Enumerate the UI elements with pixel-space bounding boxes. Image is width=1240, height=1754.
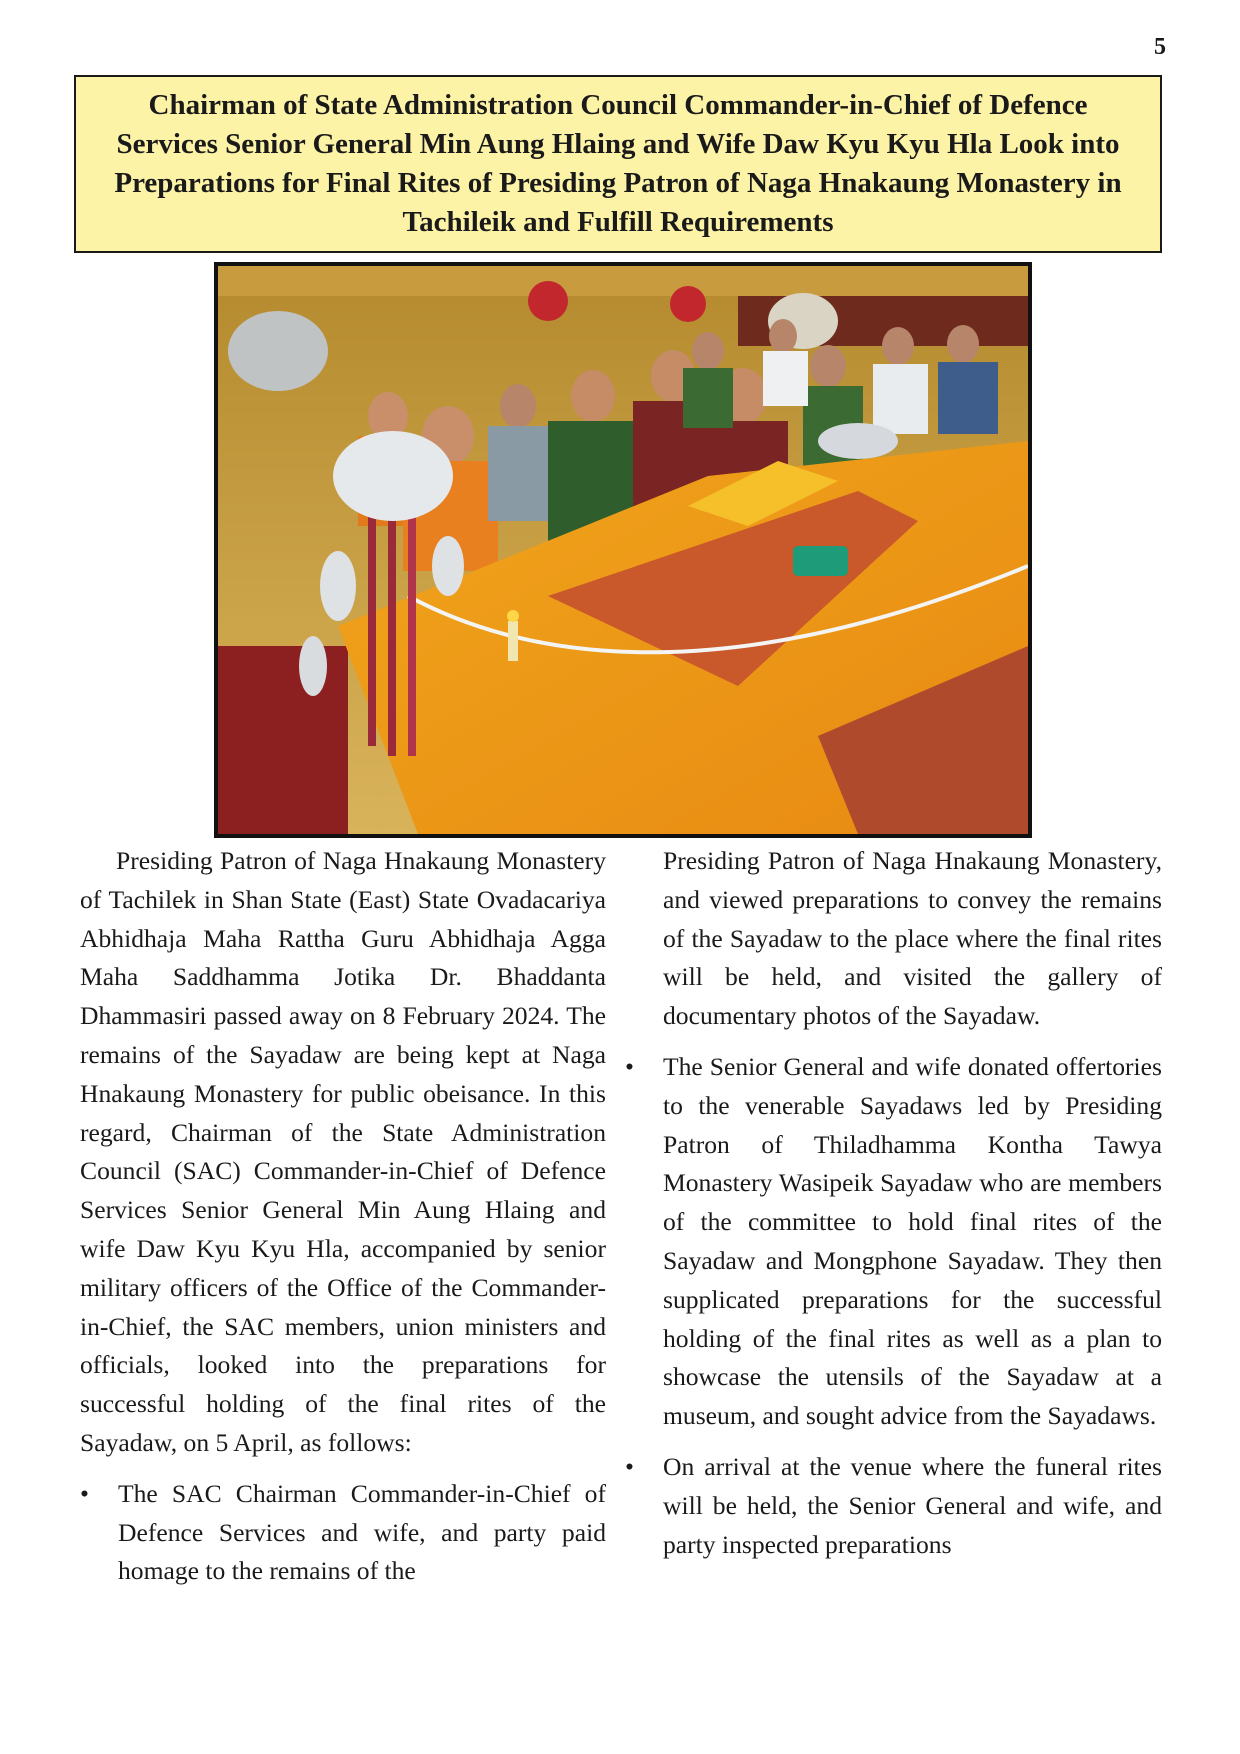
- article-column-right: [625, 842, 1162, 1564]
- bullet-text: The SAC Chairman Commander-in-Chief of Defence Services and wife, and party paid homage to the remains of the: [118, 1478, 606, 1586]
- bullet-icon: •: [625, 1051, 634, 1081]
- bullet-icon: •: [80, 1478, 89, 1508]
- bullet-continuation: Presiding Patron of Naga Hnakaung Monastery, and viewed preparations to convey the remains of the Sayadaw to the place where the final rites will be held, and visited the gallery of documentary photos of the Sayadaw.: [663, 846, 1162, 1031]
- article-photo: [214, 262, 1032, 838]
- ceremony-photo-icon: [218, 266, 1028, 834]
- article-column-left: [80, 842, 606, 1591]
- bullet-text: The Senior General and wife donated offertories to the venerable Sayadaws led by Presiding Patron of Thiladhamma Kontha Tawya Monastery Wasipeik Sayadaw who are members of the committee to hold final rites of the Sayadaw and Mongphone Sayadaw. They then supplicated preparations for the successful holding of the final rites as well as a plan to showcase the utensils of the Sayadaw at a museum, and sought advice from the Sayadaws.: [663, 1051, 1162, 1431]
- list-item: [625, 1448, 1162, 1564]
- bullet-icon: •: [625, 1451, 634, 1481]
- headline-box: [74, 75, 1162, 253]
- page-number: 5: [1154, 34, 1166, 60]
- headline: Chairman of State Administration Council Commander-in-Chief of Defence Services Senior General Min Aung Hlaing and Wife Daw Kyu Kyu Hla Look into Preparations for Final Rites of Presiding Patron of Naga Hnakaung Monastery in Tachileik and Fulfill Requirements: [114, 89, 1122, 238]
- list-item: [625, 1048, 1162, 1436]
- article-intro: Presiding Patron of Naga Hnakaung Monastery of Tachilek in Shan State (East) State Ovadacariya Abhidhaja Maha Rattha Guru Abhidhaja Agga Maha Saddhamma Jotika Dr. Bhaddanta Dhammasiri passed away on 8 February 2024. The remains of the Sayadaw are being kept at Naga Hnakaung Monastery for public obeisance. In this regard, Chairman of the State Administration Council (SAC) Commander-in-Chief of Defence Services Senior General Min Aung Hlaing and wife Daw Kyu Kyu Hla, accompanied by senior military officers of the Office of the Commander-in-Chief, the SAC members, union ministers and officials, looked into the preparations for successful holding of the final rites of the Sayadaw, on 5 April, as follows:: [80, 846, 606, 1457]
- list-item: [80, 1475, 606, 1591]
- bullet-text: On arrival at the venue where the funeral rites will be held, the Senior General and wife, and party inspected preparations: [663, 1451, 1162, 1559]
